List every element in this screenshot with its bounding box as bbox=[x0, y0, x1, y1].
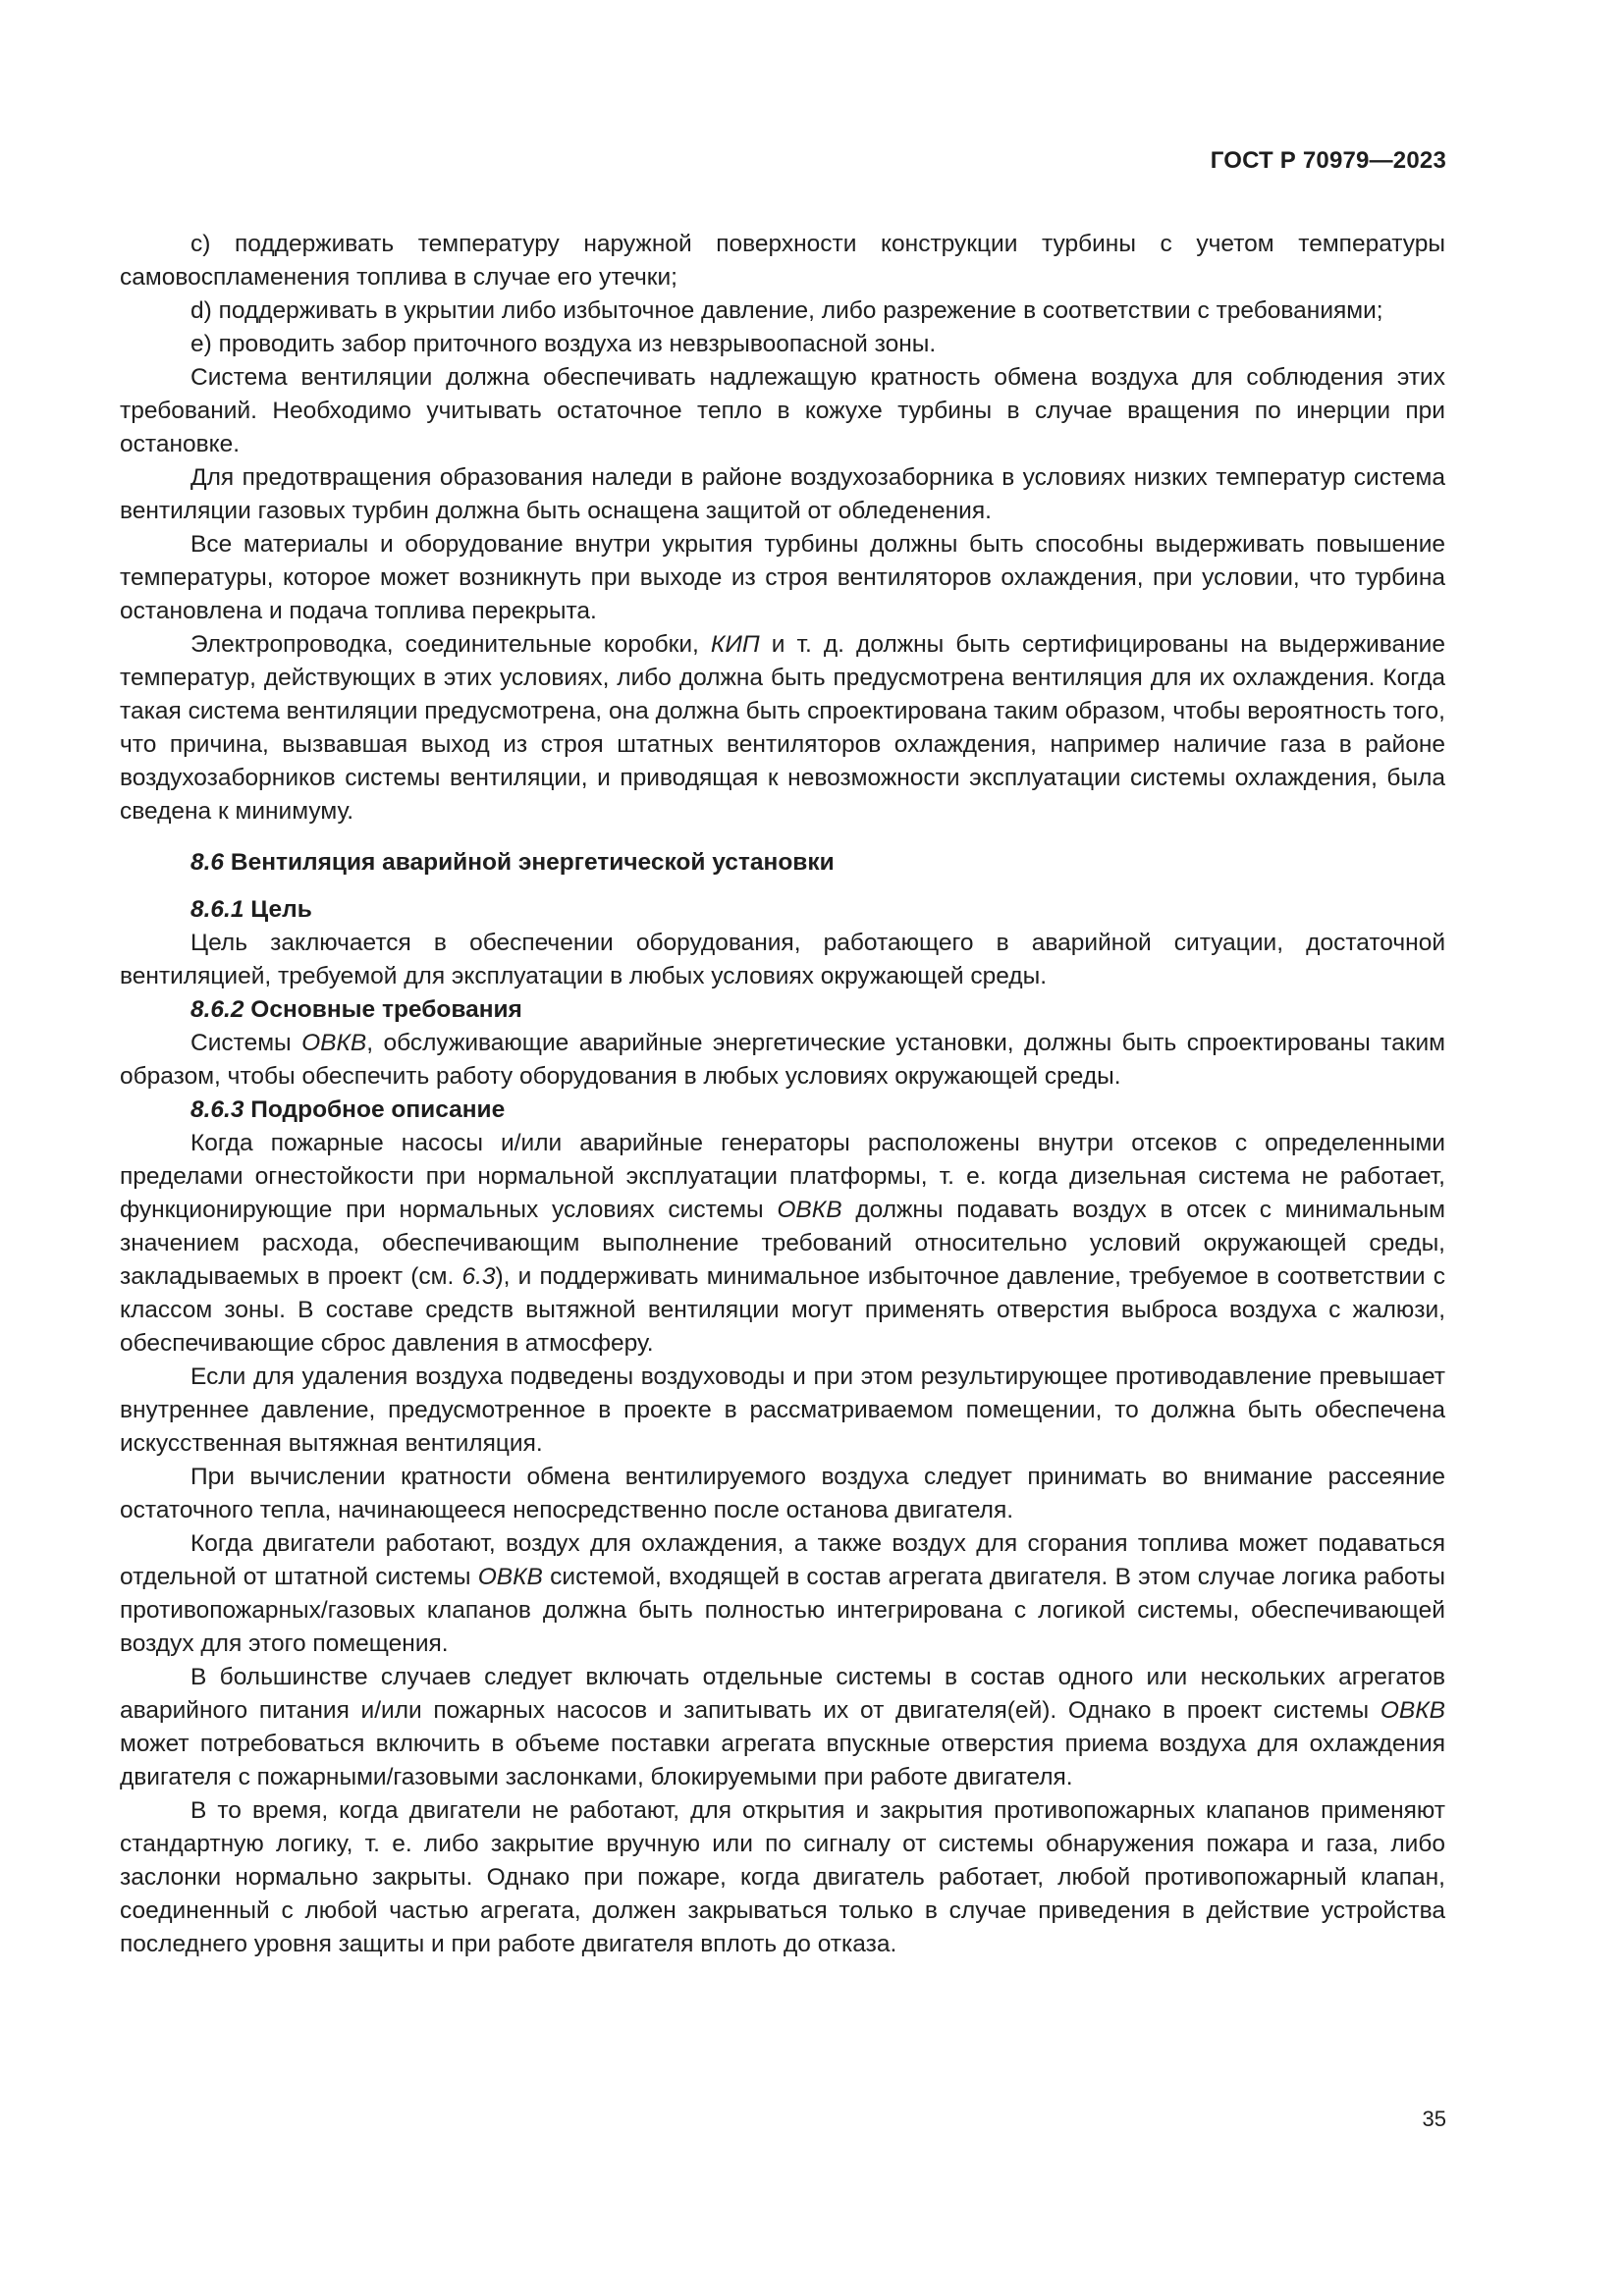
section-heading-8-6 bbox=[120, 846, 1445, 880]
text-run: Электропроводка, соединительные коробки, bbox=[190, 631, 711, 658]
list-item-d: d) поддерживать в укрытии либо избыточное давление, либо разрежение в соответствии с требованиями; bbox=[190, 297, 1383, 324]
section-title: Цель bbox=[244, 896, 312, 923]
body-paragraph: Система вентиляции должна обеспечивать надлежащую кратность обмена воздуха для соблюдения этих требований. Необходимо учитывать остаточное тепло в кожухе турбины в случае вращения по инерции при остановке. bbox=[120, 364, 1445, 457]
cross-reference: 6.3 bbox=[461, 1263, 496, 1290]
abbreviation: КИП bbox=[710, 631, 760, 658]
body-paragraph: Цель заключается в обеспечении оборудования, работающего в аварийной ситуации, достаточной вентиляцией, требуемой для эксплуатации в любых условиях окружающей среды. bbox=[120, 930, 1445, 989]
page-body bbox=[120, 228, 1445, 1961]
text-run: В большинстве случаев следует включать отдельные системы в состав одного или нескольких агрегатов аварийного питания и/или пожарных насосов и запитывать их от двигателя(ей). Однако в проект системы bbox=[120, 1664, 1445, 1724]
text-run: и т. д. должны быть сертифицированы на выдерживание температур, действующих в этих условиях, либо должна быть предусмотрена вентиляция для их охлаждения. Когда такая система вентиляции предусмотрена, она должна быть спроектирована таким образом, чтобы вероятность того, что причина, вызвавшая выход из строя штатных вентиляторов охлаждения, например наличие газа в районе воздухозаборников системы вентиляции, и приводящая к невозможности эксплуатации системы охлаждения, была сведена к минимуму. bbox=[120, 631, 1445, 825]
body-paragraph bbox=[120, 628, 1445, 828]
section-number: 8.6.1 bbox=[190, 896, 244, 923]
text-run: , обслуживающие аварийные энергетические установки, должны быть спроектированы таким образом, чтобы обеспечить работу оборудования в любых условиях окружающей среды. bbox=[120, 1030, 1445, 1090]
body-paragraph: Если для удаления воздуха подведены воздуховоды и при этом результирующее противодавление превышает внутреннее давление, предусмотренное в проекте в рассматриваемом помещении, то должна быть обеспечена искусственная вытяжная вентиляция. bbox=[120, 1363, 1445, 1457]
abbreviation: ОВКВ bbox=[301, 1030, 367, 1056]
text-run: Когда двигатели работают, воздух для охлаждения, а также воздух для сгорания топлива может подаваться отдельной от штатной системы bbox=[120, 1530, 1445, 1590]
section-number: 8.6.3 bbox=[190, 1096, 244, 1123]
body-paragraph: Все материалы и оборудование внутри укрытия турбины должны быть способны выдерживать повышение температуры, которое может возникнуть при выходе из строя вентиляторов охлаждения, при условии, что турбина остановлена и подача топлива перекрыта. bbox=[120, 531, 1445, 624]
text-run: может потребоваться включить в объеме поставки агрегата впускные отверстия приема воздуха для охлаждения двигателя с пожарными/газовыми заслонками, блокируемыми при работе двигателя. bbox=[120, 1731, 1445, 1790]
text-run: ), и поддерживать минимальное избыточное давление, требуемое в соответствии с классом зоны. В составе средств вытяжной вентиляции могут применять отверстия выброса воздуха с жалюзи, обеспечивающие сброс давления в атмосферу. bbox=[120, 1263, 1445, 1357]
body-paragraph bbox=[120, 1527, 1445, 1661]
body-paragraph: Для предотвращения образования наледи в районе воздухозаборника в условиях низких температур система вентиляции газовых турбин должна быть оснащена защитой от обледенения. bbox=[120, 464, 1445, 524]
body-paragraph: В то время, когда двигатели не работают, для открытия и закрытия противопожарных клапанов применяют стандартную логику, т. е. либо закрытие вручную или по сигналу от системы обнаружения пожара и газа, либо заслонки нормально закрыты. Однако при пожаре, когда двигатель работает, любой противопожарный клапан, соединенный с любой частью агрегата, должен закрываться только в случае приведения в действие устройства последнего уровня защиты и при работе двигателя вплоть до отказа. bbox=[120, 1797, 1445, 1957]
document-id-header: ГОСТ Р 70979—2023 bbox=[1210, 147, 1446, 174]
body-paragraph bbox=[120, 1027, 1445, 1094]
page-number: 35 bbox=[1422, 2107, 1446, 2131]
list-item-e: e) проводить забор приточного воздуха из невзрывоопасной зоны. bbox=[190, 331, 937, 357]
abbreviation: ОВКВ bbox=[777, 1197, 842, 1223]
body-paragraph bbox=[120, 1661, 1445, 1794]
abbreviation: ОВКВ bbox=[477, 1564, 543, 1590]
section-number: 8.6 bbox=[190, 849, 225, 876]
abbreviation: ОВКВ bbox=[1380, 1697, 1445, 1724]
subsection-heading-8-6-3 bbox=[120, 1094, 1445, 1127]
text-run: Системы bbox=[190, 1030, 302, 1056]
body-paragraph bbox=[120, 1127, 1445, 1361]
text-run: Когда пожарные насосы и/или аварийные генераторы расположены внутри отсеков с определенными пределами огнестойкости при нормальной эксплуатации платформы, т. е. когда дизельная система не работает, функционирующие при нормальных условиях системы bbox=[120, 1130, 1445, 1223]
section-title: Подробное описание bbox=[244, 1096, 506, 1123]
section-title: Основные требования bbox=[244, 996, 522, 1023]
subsection-heading-8-6-1 bbox=[120, 893, 1445, 927]
section-number: 8.6.2 bbox=[190, 996, 244, 1023]
subsection-heading-8-6-2 bbox=[120, 993, 1445, 1027]
list-item-c: с) поддерживать температуру наружной поверхности конструкции турбины с учетом температуры самовоспламенения топлива в случае его утечки; bbox=[120, 231, 1445, 291]
section-title: Вентиляция аварийной энергетической установки bbox=[224, 849, 835, 876]
text-run: системой, входящей в состав агрегата двигателя. В этом случае логика работы противопожарных/газовых клапанов должна быть полностью интегрирована с логикой системы, обеспечивающей воздух для этого помещения. bbox=[120, 1564, 1445, 1657]
body-paragraph: При вычислении кратности обмена вентилируемого воздуха следует принимать во внимание рассеяние остаточного тепла, начинающееся непосредственно после останова двигателя. bbox=[120, 1464, 1445, 1523]
text-run: должны подавать воздух в отсек с минимальным значением расхода, обеспечивающим выполнение требований относительно условий окружающей среды, закладываемых в проект (см. bbox=[120, 1197, 1445, 1290]
